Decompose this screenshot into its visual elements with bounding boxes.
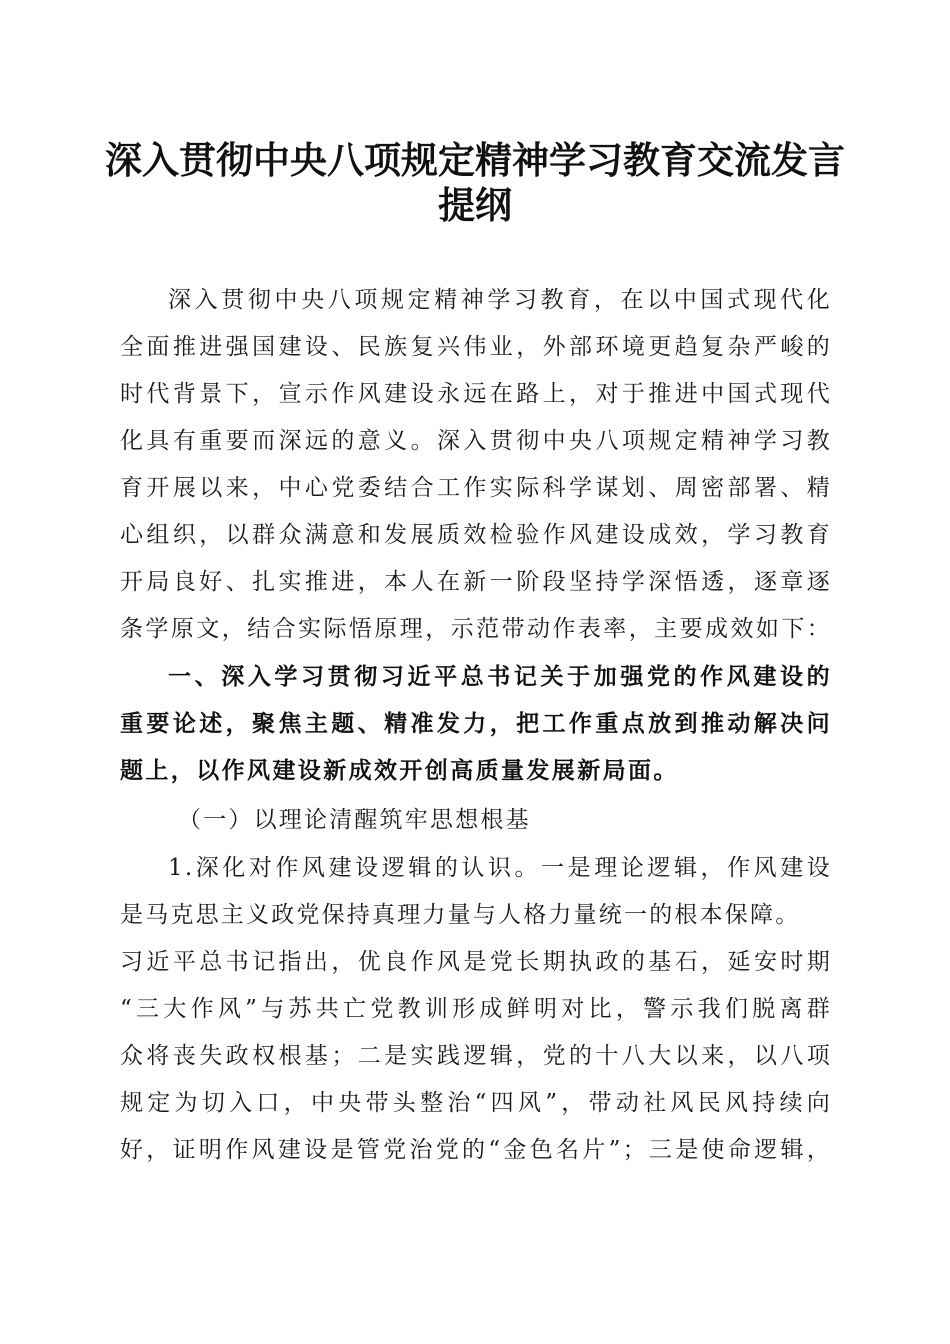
intro-line: 深入贯彻中央八项规定精神学习教育，在以中国式现代化 — [168, 287, 832, 313]
intro-line: 化具有重要而深远的意义。深入贯彻中央八项规定精神学习教 — [120, 428, 832, 454]
intro-line: 开局良好、扎实推进，本人在新一阶段坚持学深悟透，逐章逐 — [120, 569, 832, 595]
heading-1-line: 重要论述，聚焦主题、精准发力，把工作重点放到推动解决问 — [120, 711, 832, 737]
intro-line: 条学原文，结合实际悟原理，示范带动作表率，主要成效如下： — [120, 616, 832, 642]
heading-1-line: 一、深入学习贯彻习近平总书记关于加强党的作风建设的 — [168, 664, 832, 690]
intro-line: 时代背景下，宣示作风建设永远在路上，对于推进中国式现代 — [120, 381, 832, 407]
point-1-line: 习近平总书记指出，优良作风是党长期执政的基石，延安时期 — [120, 949, 832, 975]
point-1-line: 1.深化对作风建设逻辑的认识。一是理论逻辑，作风建设 — [168, 855, 832, 881]
subheading-1: （一）以理论清醒筑牢思想根基 — [178, 807, 531, 833]
heading-1-line: 题上，以作风建设新成效开创高质量发展新局面。 — [120, 758, 679, 784]
document-title-line-1: 深入贯彻中央八项规定精神学习教育交流发言 — [105, 138, 845, 182]
point-1-line: 是马克思主义政党保持真理力量与人格力量统一的根本保障。 — [120, 902, 801, 928]
point-1-line: 规定为切入口，中央带头整治“四风”，带动社风民风持续向 — [120, 1090, 832, 1116]
document-title-line-2: 提纲 — [438, 183, 512, 227]
point-1-line: “三大作风”与苏共亡党教训形成鲜明对比，警示我们脱离群 — [120, 996, 832, 1022]
intro-line: 全面推进强国建设、民族复兴伟业，外部环境更趋复杂严峻的 — [120, 334, 832, 360]
point-1-line: 众将丧失政权根基；二是实践逻辑，党的十八大以来，以八项 — [120, 1043, 832, 1069]
intro-line: 育开展以来，中心党委结合工作实际科学谋划、周密部署、精 — [120, 475, 832, 501]
point-1-line: 好，证明作风建设是管党治党的“金色名片”；三是使命逻辑， — [120, 1137, 832, 1163]
intro-line: 心组织，以群众满意和发展质效检验作风建设成效，学习教育 — [120, 522, 832, 548]
